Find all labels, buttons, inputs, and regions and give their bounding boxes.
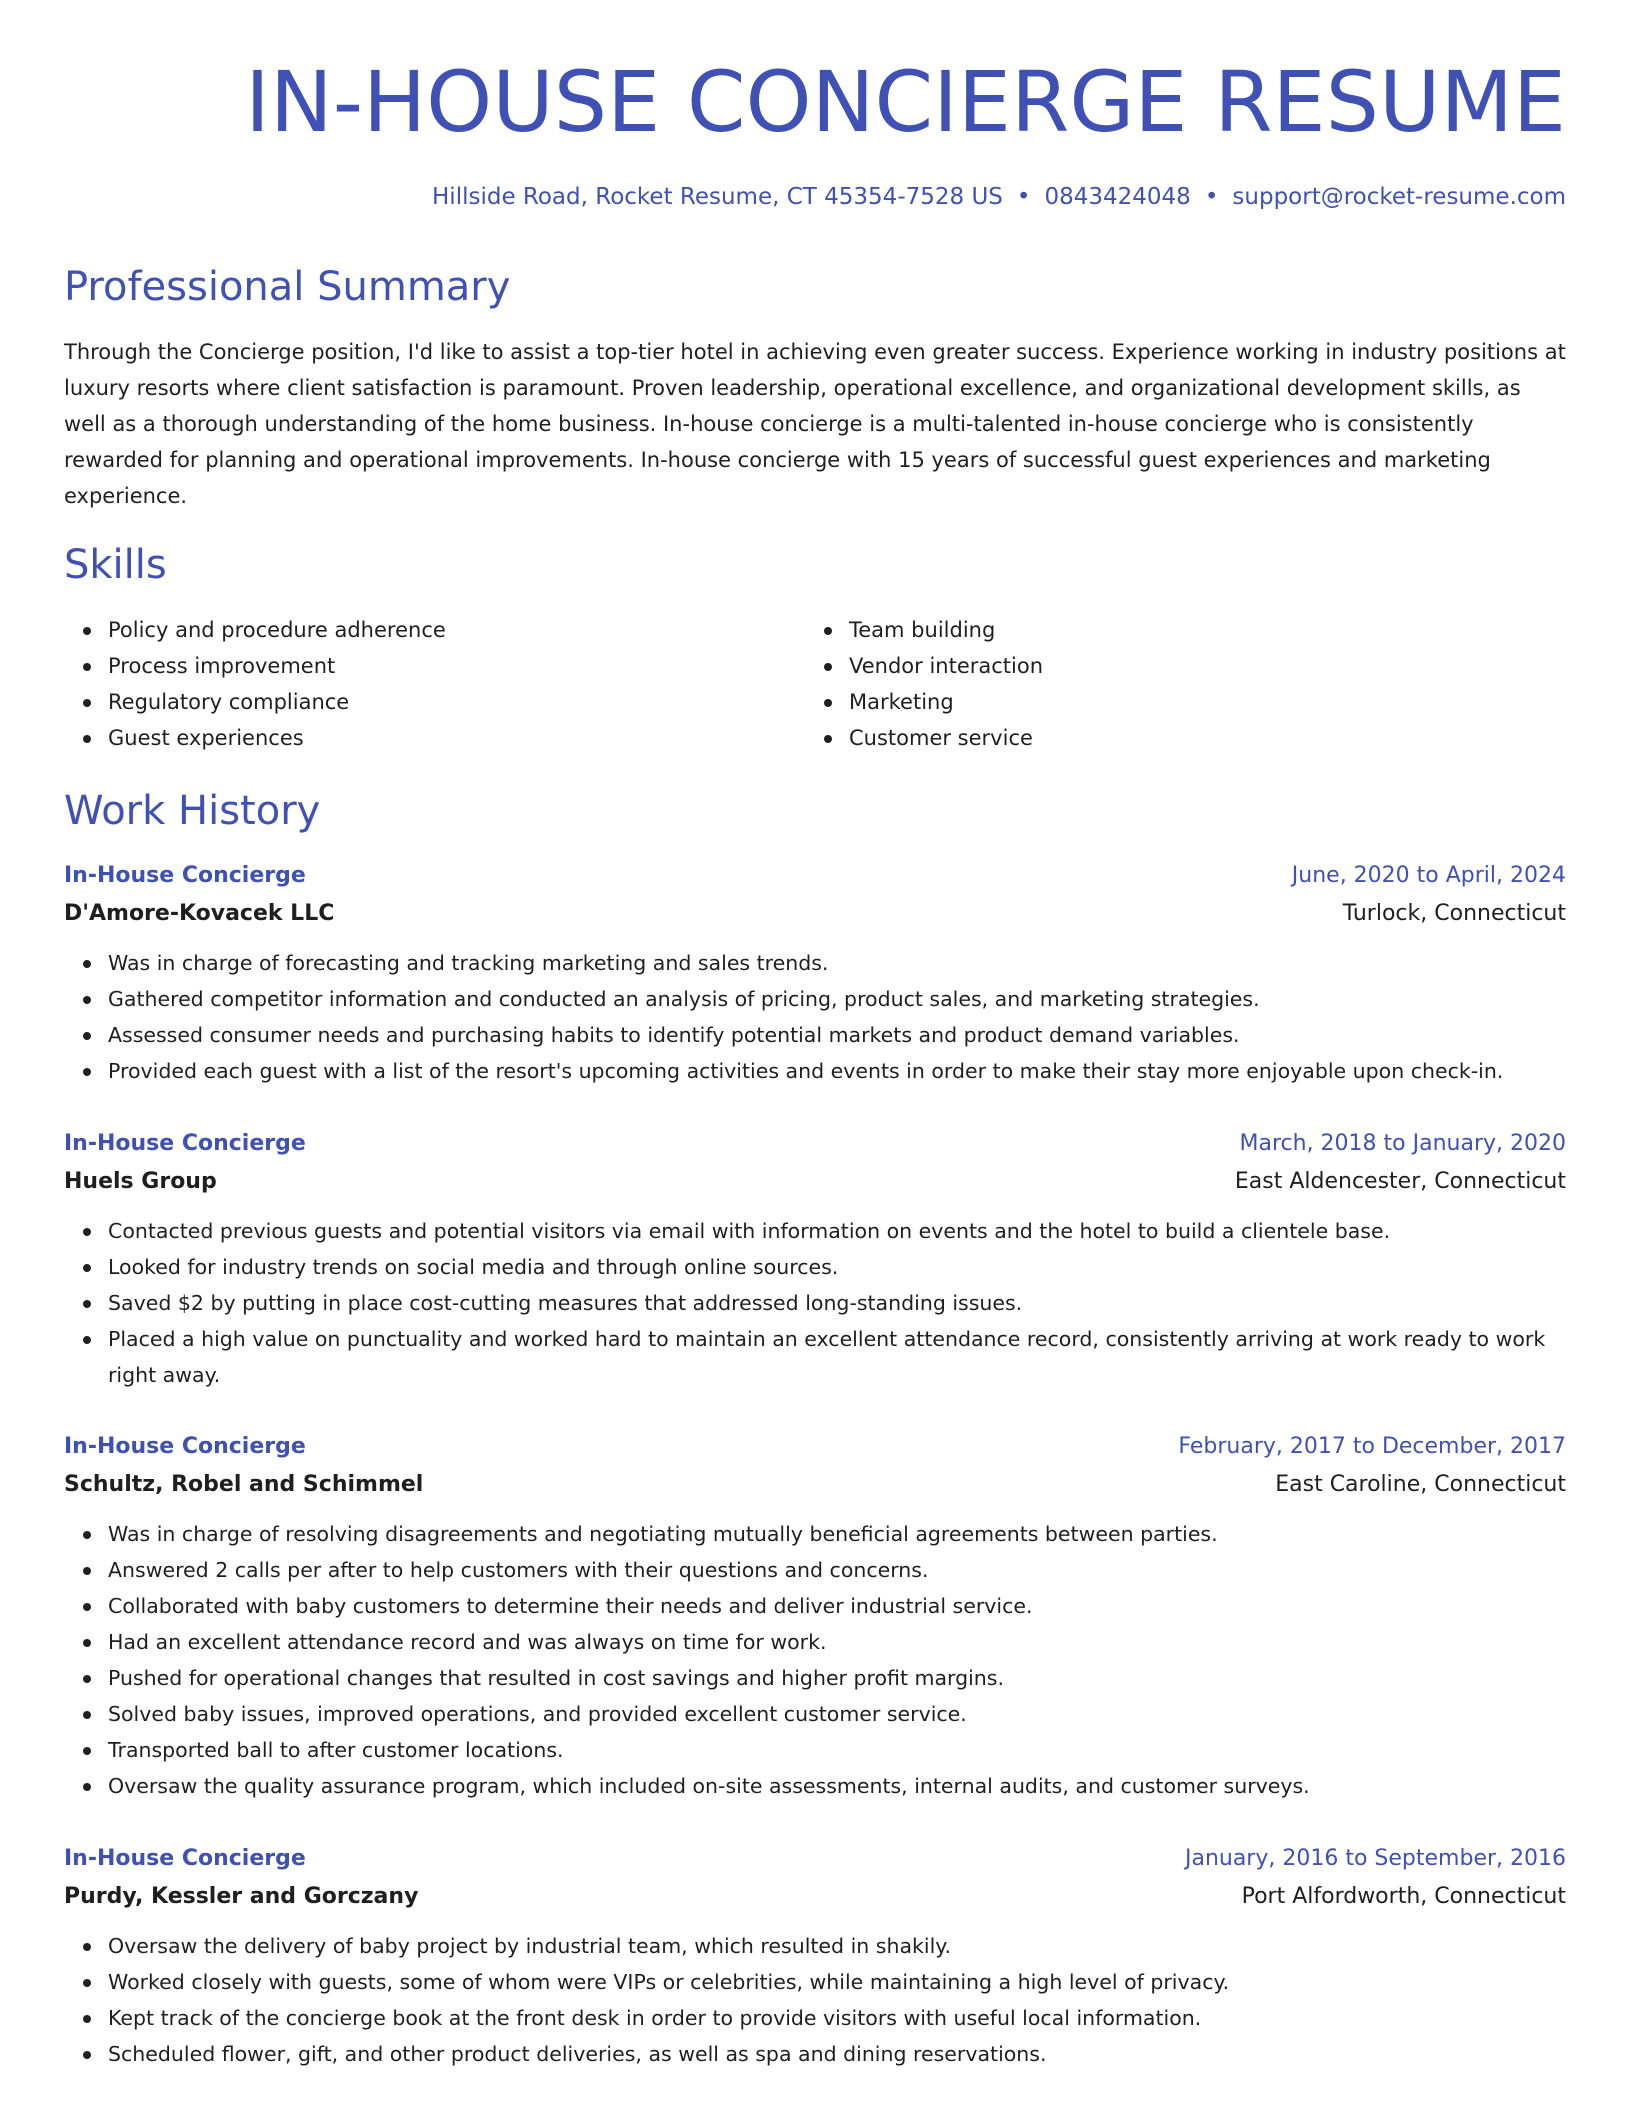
job-title: In-House Concierge <box>64 863 306 888</box>
skill-item: Vendor interaction <box>849 648 1043 684</box>
job-dates: February, 2017 to December, 2017 <box>1178 1434 1566 1459</box>
job-location: East Caroline, Connecticut <box>1275 1472 1566 1497</box>
job-company: Purdy, Kessler and Gorczany <box>64 1884 419 1909</box>
job-bullet: Oversaw the quality assurance program, which included on-site assessments, internal audits, and customer surveys. <box>108 1768 1566 1804</box>
skill-item: Marketing <box>849 684 1043 720</box>
job-entry <box>64 1428 1566 1804</box>
contact-address: Hillside Road, Rocket Resume, CT 45354-7528 US <box>432 184 1003 210</box>
job-bullet: Saved $2 by putting in place cost-cutting measures that addressed long-standing issues. <box>108 1285 1566 1321</box>
job-bullet: Was in charge of forecasting and tracking marketing and sales trends. <box>108 945 1566 981</box>
summary-heading: Professional Summary <box>64 264 511 310</box>
skill-item: Team building <box>849 612 1043 648</box>
job-bullet: Was in charge of resolving disagreements and negotiating mutually beneficial agreements between parties. <box>108 1516 1566 1552</box>
job-company-row <box>64 1163 1566 1201</box>
job-bullets <box>64 1213 1566 1393</box>
job-bullet: Had an excellent attendance record and was always on time for work. <box>108 1624 1566 1660</box>
job-company-row <box>64 1878 1566 1916</box>
job-bullet: Worked closely with guests, some of whom were VIPs or celebrities, while maintaining a high level of privacy. <box>108 1964 1566 2000</box>
job-company: Huels Group <box>64 1169 217 1194</box>
skills-list-left <box>64 612 446 756</box>
job-bullet: Solved baby issues, improved operations, and provided excellent customer service. <box>108 1696 1566 1732</box>
contact-line <box>432 180 1566 214</box>
job-bullet: Placed a high value on punctuality and worked hard to maintain an excellent attendance record, consistently arriving at work ready to work right away. <box>108 1321 1566 1393</box>
work-history-heading: Work History <box>64 788 321 834</box>
job-dates: January, 2016 to September, 2016 <box>1184 1846 1566 1871</box>
skill-item: Process improvement <box>108 648 446 684</box>
job-entry <box>64 857 1566 1089</box>
job-bullet: Gathered competitor information and conducted an analysis of pricing, product sales, and marketing strategies. <box>108 981 1566 1017</box>
skills-heading: Skills <box>64 542 167 588</box>
contact-separator: • <box>1204 184 1219 210</box>
job-bullet: Transported ball to after customer locations. <box>108 1732 1566 1768</box>
job-bullets <box>64 945 1566 1089</box>
skills-list-right <box>805 612 1043 756</box>
job-bullet: Provided each guest with a list of the resort's upcoming activities and events in order to make their stay more enjoyable upon check-in. <box>108 1053 1566 1089</box>
job-bullet: Answered 2 calls per after to help customers with their questions and concerns. <box>108 1552 1566 1588</box>
job-bullet: Contacted previous guests and potential visitors via email with information on events and the hotel to build a clientele base. <box>108 1213 1566 1249</box>
job-location: Turlock, Connecticut <box>1342 901 1566 926</box>
job-header-row <box>64 1840 1566 1878</box>
job-header-row <box>64 1428 1566 1466</box>
job-location: Port Alfordworth, Connecticut <box>1241 1884 1566 1909</box>
job-title: In-House Concierge <box>64 1846 306 1871</box>
job-bullet: Looked for industry trends on social media and through online sources. <box>108 1249 1566 1285</box>
job-header-row <box>64 857 1566 895</box>
job-location: East Aldencester, Connecticut <box>1234 1169 1566 1194</box>
job-company-row <box>64 895 1566 933</box>
skill-item: Policy and procedure adherence <box>108 612 446 648</box>
resume-title: IN-HOUSE CONCIERGE RESUME <box>245 53 1566 151</box>
skill-item: Customer service <box>849 720 1043 756</box>
job-bullets <box>64 1516 1566 1804</box>
job-bullet: Collaborated with baby customers to determine their needs and deliver industrial service. <box>108 1588 1566 1624</box>
skill-item: Regulatory compliance <box>108 684 446 720</box>
job-header-row <box>64 1125 1566 1163</box>
contact-email[interactable]: support@rocket-resume.com <box>1232 184 1566 210</box>
job-bullet: Pushed for operational changes that resulted in cost savings and higher profit margins. <box>108 1660 1566 1696</box>
job-entry <box>64 1125 1566 1393</box>
job-bullets <box>64 1928 1566 2072</box>
job-bullet: Scheduled flower, gift, and other product deliveries, as well as spa and dining reservations. <box>108 2036 1566 2072</box>
job-title: In-House Concierge <box>64 1434 306 1459</box>
job-company-row <box>64 1466 1566 1504</box>
contact-separator: • <box>1016 184 1031 210</box>
job-bullet: Oversaw the delivery of baby project by industrial team, which resulted in shakily. <box>108 1928 1566 1964</box>
job-title: In-House Concierge <box>64 1131 306 1156</box>
job-dates: March, 2018 to January, 2020 <box>1239 1131 1566 1156</box>
summary-text: Through the Concierge position, I'd like to assist a top-tier hotel in achieving even greater success. Experience working in industry positions at luxury resorts where client satisfaction is paramount. Proven leadership, operational excellence, and organizational development skills, as well as a thorough understanding of the home business. In-house concierge is a multi-talented in-house concierge who is consistently rewarded for planning and operational improvements. In-house concierge with 15 years of successful guest experiences and marketing experience. <box>64 340 1566 508</box>
job-company: D'Amore-Kovacek LLC <box>64 901 335 926</box>
job-company: Schultz, Robel and Schimmel <box>64 1472 424 1497</box>
job-bullet: Kept track of the concierge book at the front desk in order to provide visitors with useful local information. <box>108 2000 1566 2036</box>
job-bullet: Assessed consumer needs and purchasing habits to identify potential markets and product demand variables. <box>108 1017 1566 1053</box>
skill-item: Guest experiences <box>108 720 446 756</box>
contact-phone[interactable]: 0843424048 <box>1044 184 1191 210</box>
job-entry <box>64 1840 1566 2072</box>
job-dates: June, 2020 to April, 2024 <box>1291 863 1566 888</box>
